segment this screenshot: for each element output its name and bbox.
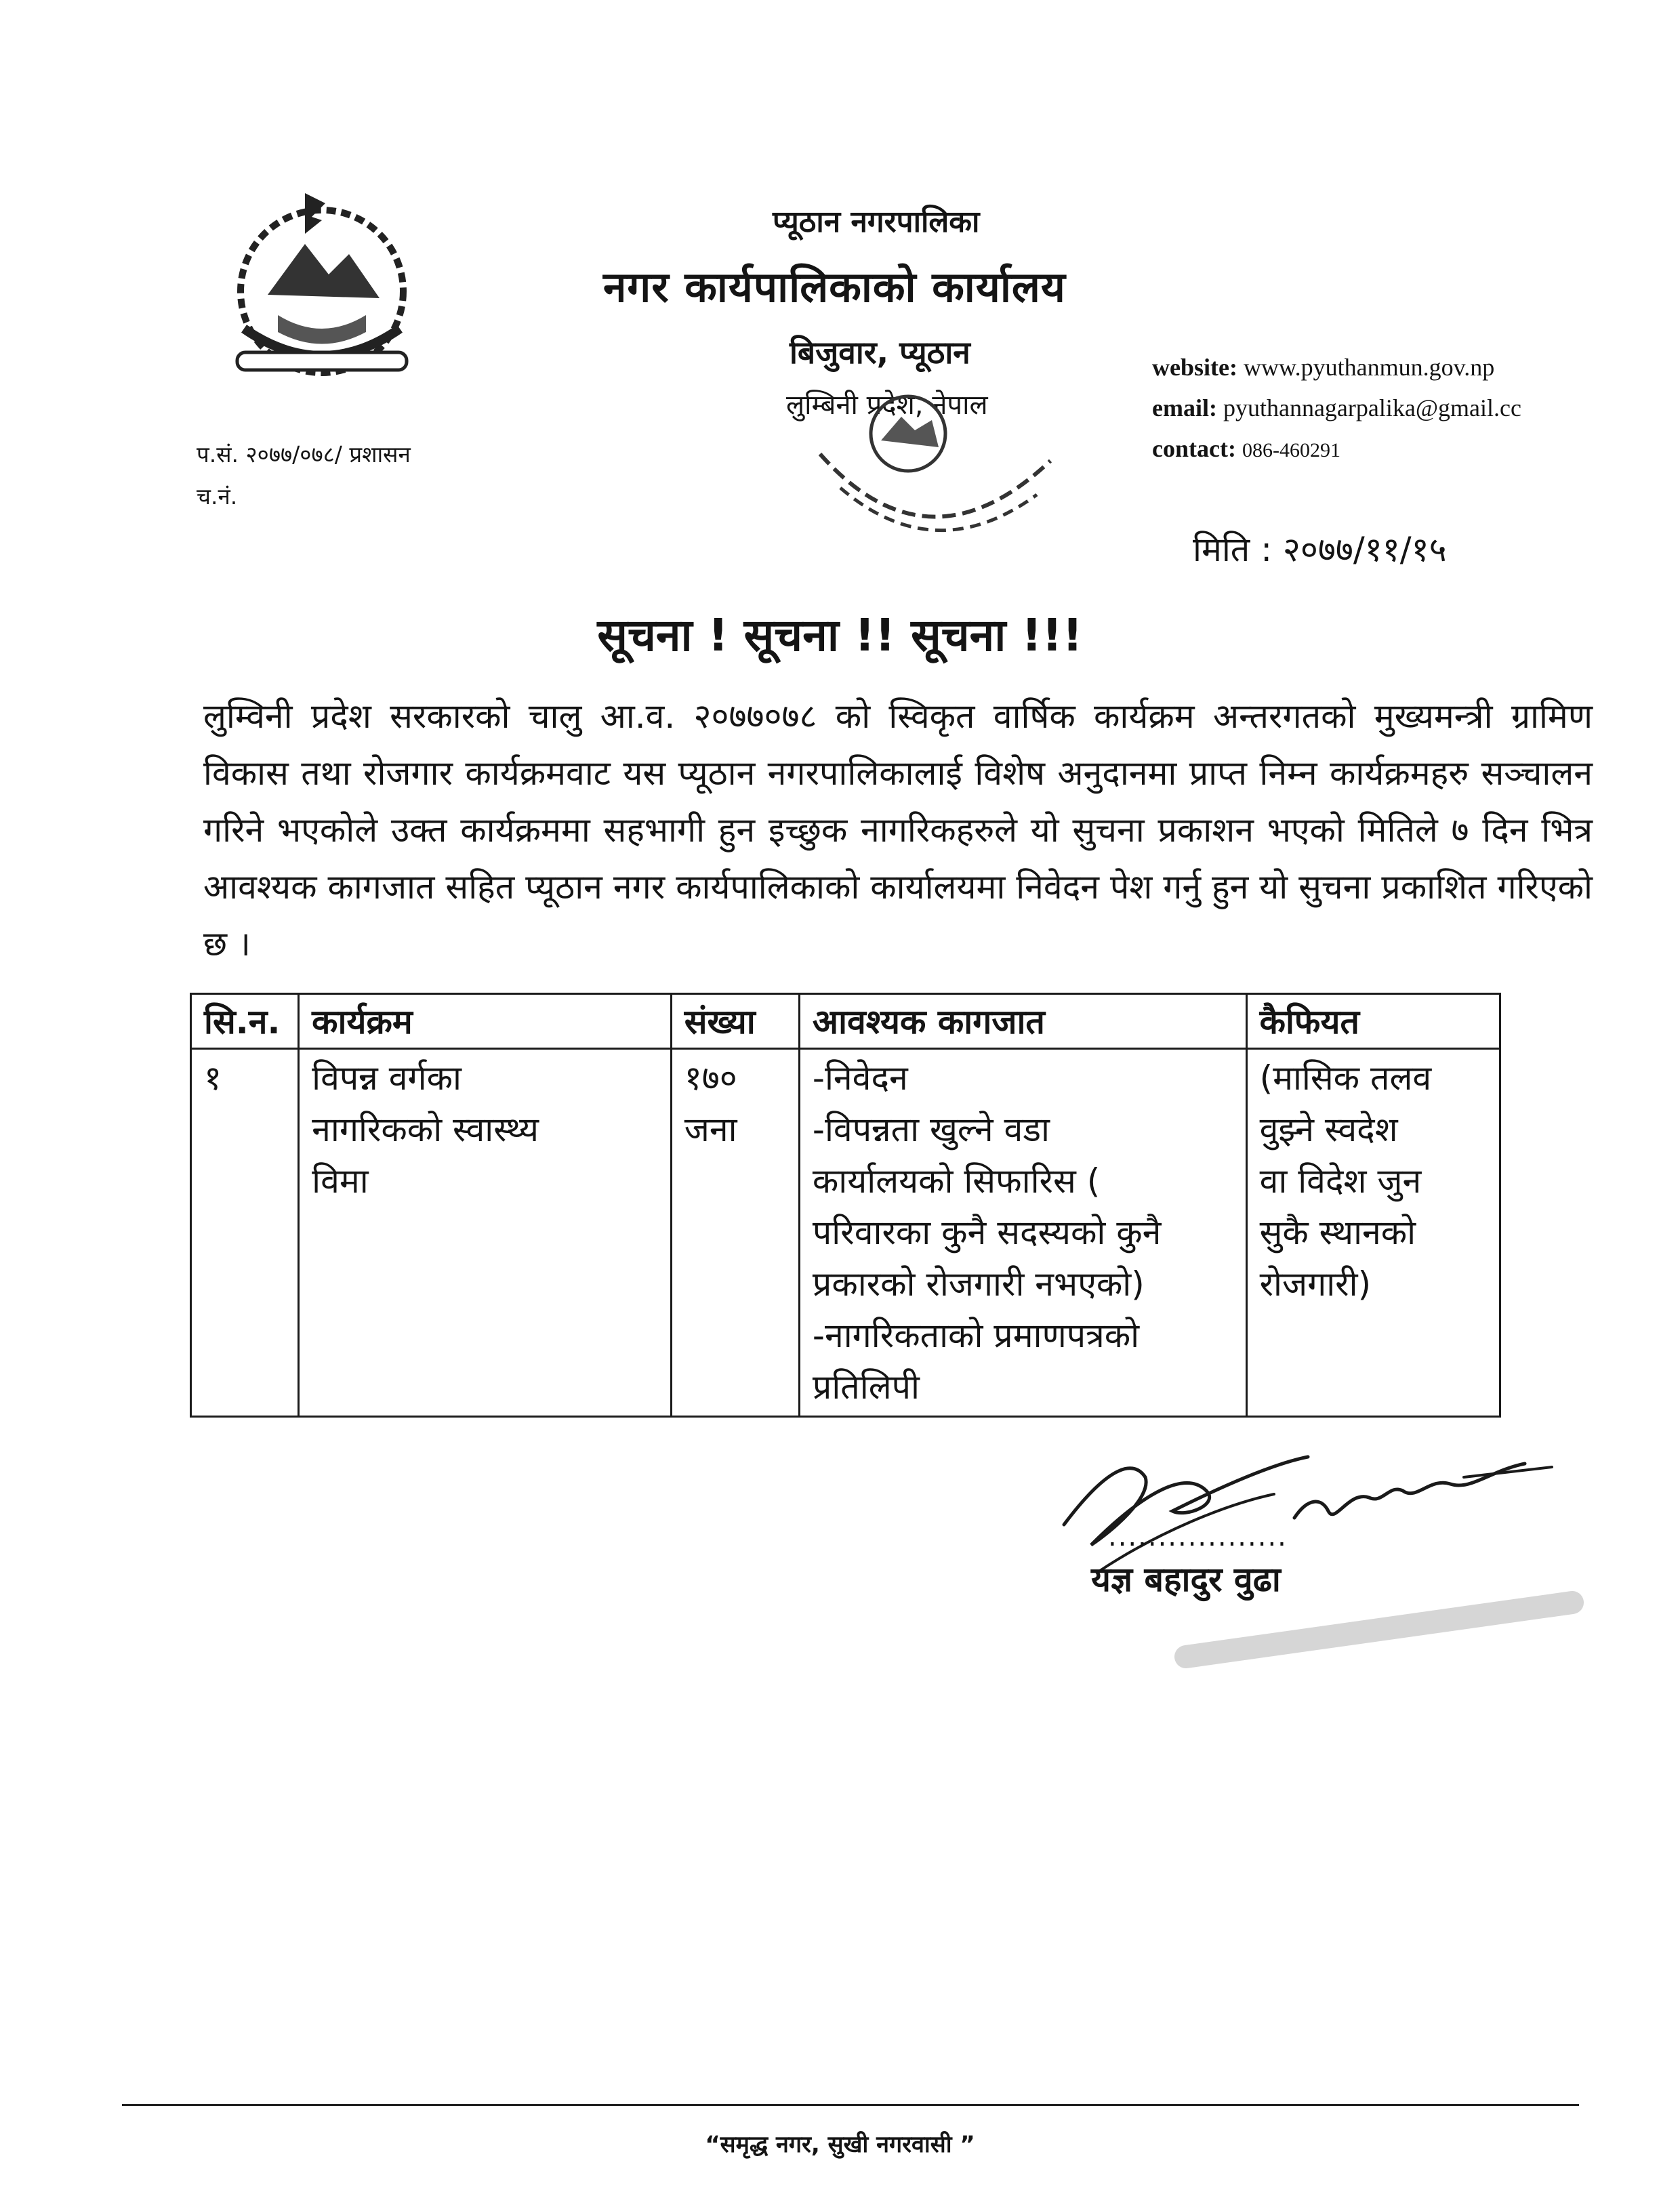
notice-title: सूचना ! सूचना !! सूचना !!! xyxy=(597,609,1083,661)
notice-body: लुम्विनी प्रदेश सरकारको चालु आ.व. २०७७०७८ को स्विकृत वार्षिक कार्यक्रम अन्तरगतको मुख्यमन्त्री ग्रामिण विकास तथा रोजगार कार्यक्रमवाट यस प्यूठान नगरपालिकालाई विशेष अनुदानमा प्राप्त निम्न कार्यक्रमहरु सञ्चालन गरिने भएकोले उक्त कार्यक्रममा सहभागी हुन इच्छुक नागरिकहरुले यो सुचना प्रकाशन भएको मितिले ७ दिन भित्र आवश्यक कागजात सहित प्यूठान नगर कार्यपालिकाको कार्यालयमा निवेदन पेश गर्नु हुन यो सुचना प्रकाशित गरिएको छ । xyxy=(203,697,1593,964)
office-name: नगर कार्यपालिकाको कार्यालय xyxy=(603,262,1066,312)
program-line: नागरिकको स्वास्थ्य xyxy=(312,1110,539,1149)
office-stamp xyxy=(793,352,1078,583)
document-line: -विपन्नता खुल्ने वडा xyxy=(812,1110,1050,1149)
reference-block xyxy=(197,434,411,518)
remarks-line: वुझ्ने स्वदेश xyxy=(1259,1110,1398,1149)
header-sn: सि.न. xyxy=(191,994,299,1049)
program-line: विमा xyxy=(312,1161,369,1201)
count-unit: जना xyxy=(684,1110,737,1149)
remarks-line: (मासिक तलव xyxy=(1259,1058,1432,1098)
remarks-line: रोजगारी) xyxy=(1259,1264,1372,1304)
sn-value: १ xyxy=(204,1058,222,1098)
header-documents: आवश्यक कागजात xyxy=(799,994,1246,1049)
chalani-number: च.नं. xyxy=(197,483,238,510)
designation-stamp xyxy=(1172,1582,1593,1677)
email-label: email: xyxy=(1152,394,1217,421)
table-header-row xyxy=(191,994,1500,1049)
signature-dotted-line: .................. xyxy=(1108,1521,1288,1552)
remarks-line: वा विदेश जुन xyxy=(1259,1161,1422,1201)
document-line: -नागरिकताको प्रमाणपत्रको xyxy=(812,1316,1140,1355)
header-count: संख्या xyxy=(671,994,799,1049)
office-address-line2: लुम्बिनी प्रदेश, नेपाल xyxy=(786,390,988,421)
office-address-line1: बिजुवार, प्यूठान xyxy=(790,334,970,371)
email-link[interactable]: pyuthannagarpalika@gmail.cc xyxy=(1223,394,1521,421)
patra-sankhya: प.सं. २०७७/०७८/ प्रशासन xyxy=(197,441,411,468)
notice-date: मिति : २०७७/११/१५ xyxy=(1193,530,1447,569)
municipality-name: प्यूठान नगरपालिका xyxy=(773,205,980,239)
cell-count xyxy=(671,1049,799,1417)
cell-documents xyxy=(799,1049,1246,1417)
nepal-emblem-logo xyxy=(203,180,441,396)
program-line: विपन्न वर्गका xyxy=(312,1058,462,1098)
table-row xyxy=(191,1049,1500,1417)
cell-program xyxy=(299,1049,672,1417)
footer-divider xyxy=(122,2104,1579,2106)
contact-label: contact: xyxy=(1152,435,1236,462)
remarks-line: सुकै स्थानको xyxy=(1259,1213,1416,1252)
document-line: प्रकारको रोजगारी नभएको) xyxy=(812,1264,1145,1304)
signatory-name: यज्ञ बहादुर वुढा xyxy=(1091,1560,1281,1599)
footer-motto: “समृद्ध नगर, सुखी नगरवासी ” xyxy=(705,2131,975,2158)
program-table xyxy=(190,993,1501,1418)
website-link[interactable]: www.pyuthanmun.gov.np xyxy=(1243,354,1495,381)
header-program: कार्यक्रम xyxy=(299,994,672,1049)
document-line: कार्यालयको सिफारिस ( xyxy=(812,1161,1101,1201)
website-row xyxy=(1152,347,1521,388)
count-value: १७० xyxy=(684,1058,737,1098)
contact-block xyxy=(1152,347,1521,471)
cell-sn xyxy=(191,1049,299,1417)
document-line: प्रतिलिपी xyxy=(812,1367,920,1407)
document-line: परिवारका कुनै सदस्यको कुनै xyxy=(812,1213,1162,1252)
contact-row xyxy=(1152,428,1521,471)
header-remarks: कैफियत xyxy=(1246,994,1500,1049)
cell-remarks xyxy=(1246,1049,1500,1417)
document-line: -निवेदन xyxy=(812,1058,908,1098)
website-label: website: xyxy=(1152,354,1237,381)
email-row xyxy=(1152,388,1521,428)
phone-number: 086-460291 xyxy=(1242,439,1340,461)
